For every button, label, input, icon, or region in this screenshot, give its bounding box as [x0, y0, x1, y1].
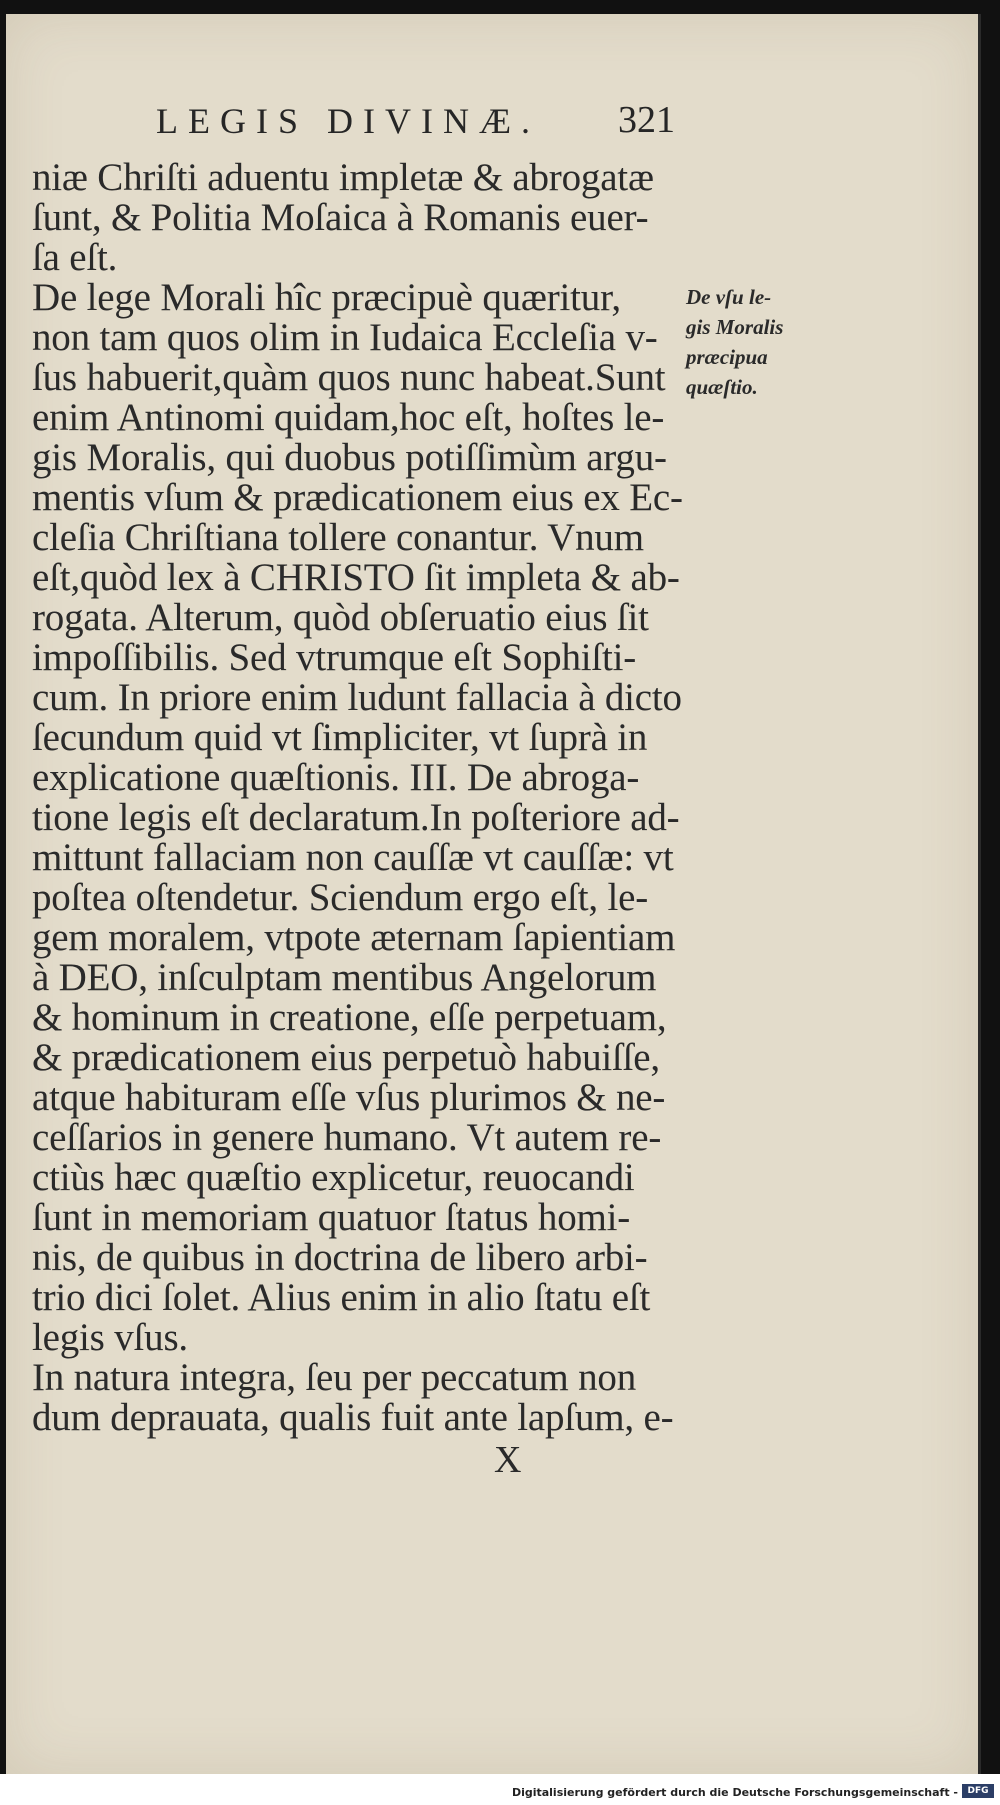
running-header: LEGIS DIVINÆ.	[156, 101, 540, 141]
text-line: cum. In priore enim ludunt fallacia à dicto	[32, 676, 682, 719]
text-line: ſunt in memoriam quatuor ſtatus homi-	[32, 1196, 631, 1239]
text-line: & prædicationem eius perpetuò habuiſſe,	[32, 1036, 660, 1079]
text-line: impoſſibilis. Sed vtrumque eſt Sophiſti-	[32, 636, 637, 679]
text-line: gem moralem, vtpote æternam ſapientiam	[32, 916, 676, 959]
marginal-note-line: præcipua	[686, 345, 768, 369]
text-line: legis vſus.	[32, 1316, 188, 1359]
text-line: à DEO, inſculptam mentibus Angelorum	[32, 956, 657, 999]
text-line: rogata. Alterum, quòd obſeruatio eius ſit	[32, 596, 649, 639]
text-line: & hominum in creatione, eſſe perpetuam,	[32, 996, 667, 1039]
text-line: tione legis eſt declaratum.In poſteriore ad-	[32, 796, 680, 839]
marginal-note-line: De vſu le-	[686, 285, 772, 309]
text-line: ſa eſt.	[32, 236, 118, 279]
book-page	[6, 14, 981, 1774]
text-line: trio dici ſolet. Alius enim in alio ſtatu eſt	[32, 1276, 651, 1319]
funding-credit: Digitalisierung gefördert durch die Deutsche Forschungsgemeinschaft -	[511, 1786, 958, 1799]
text-line: ſus habuerit,quàm quos nunc habeat.Sunt	[32, 356, 666, 399]
text-line: atque habituram eſſe vſus plurimos & ne-	[32, 1076, 666, 1119]
text-line: mentis vſum & prædicationem eius ex Ec-	[32, 476, 683, 519]
text-line: ſecundum quid vt ſimpliciter, vt ſuprà in	[32, 716, 648, 759]
text-line: enim Antinomi quidam,hoc eſt, hoſtes le-	[32, 396, 665, 439]
text-line: cleſia Chriſtiana tollere conantur. Vnum	[32, 516, 644, 559]
text-line: mittunt fallaciam non cauſſæ vt cauſſæ: vt	[32, 836, 674, 879]
text-line: ſunt, & Politia Moſaica à Romanis euer-	[32, 196, 649, 239]
text-line: niæ Chriſti aduentu impletæ & abrogatæ	[32, 156, 654, 199]
text-line: dum deprauata, qualis fuit ante lapſum, e-	[32, 1396, 674, 1439]
body-text	[32, 158, 682, 1438]
text-line: In natura integra, ſeu per peccatum non	[32, 1356, 637, 1399]
marginal-note-line: gis Moralis	[686, 315, 784, 339]
text-line: explicatione quæſtionis. III. De abroga-	[32, 756, 640, 799]
dfg-logo: DFG	[962, 1784, 994, 1798]
text-line: non tam quos olim in Iudaica Eccleſia v-	[32, 316, 658, 359]
text-line: De lege Morali hîc præcipuè quæritur,	[32, 276, 621, 319]
signature-mark: X	[494, 1439, 522, 1481]
text-line: nis, de quibus in doctrina de libero arbi-	[32, 1236, 648, 1279]
footer-bar	[0, 1774, 1000, 1805]
text-line: eſt,quòd lex à CHRISTO ſit impleta & ab-	[32, 556, 680, 599]
text-line: poſtea oſtendetur. Sciendum ergo eſt, le-	[32, 876, 648, 919]
text-line: ctiùs hæc quæſtio explicetur, reuocandi	[32, 1156, 635, 1199]
marginal-note	[686, 282, 826, 402]
text-line: gis Moralis, qui duobus potiſſimùm argu-	[32, 436, 667, 479]
text-line: ceſſarios in genere humano. Vt autem re-	[32, 1116, 662, 1159]
page-number: 321	[618, 99, 675, 141]
marginal-note-line: quæſtio.	[686, 375, 758, 399]
